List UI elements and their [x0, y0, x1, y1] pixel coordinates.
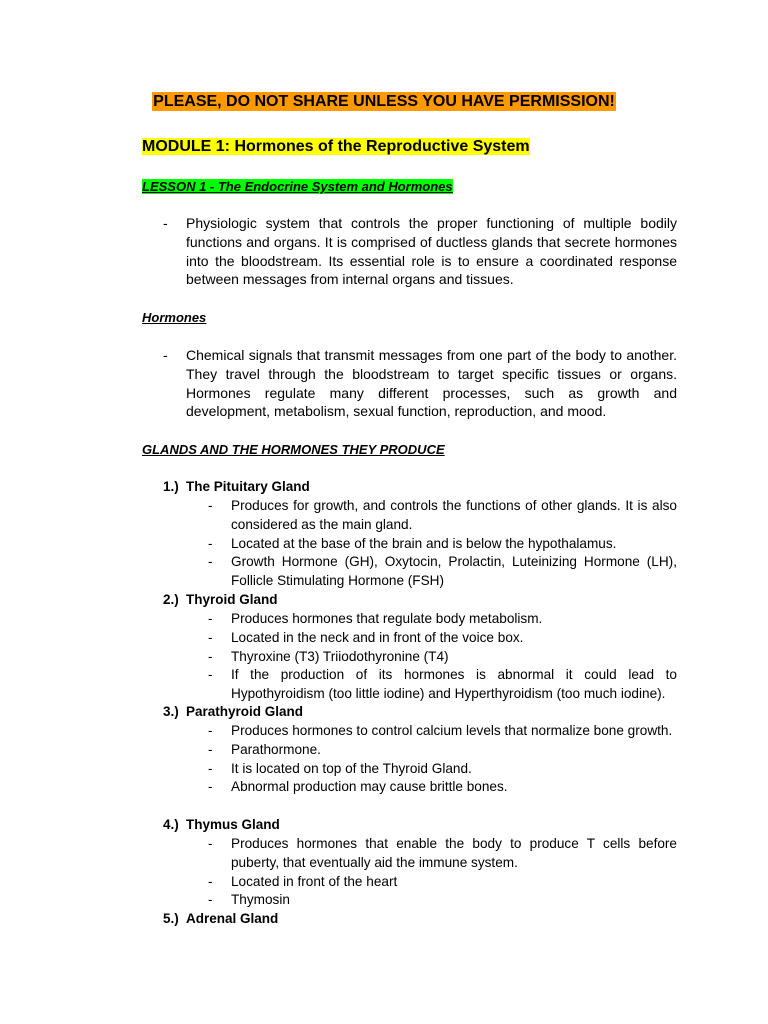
bullet-dash: -: [163, 215, 168, 231]
gland-name: Thyroid Gland: [186, 592, 278, 607]
list-item: [208, 741, 677, 760]
list-item-text: Located at the base of the brain and is below the hypothalamus.: [231, 535, 617, 551]
gland-title-thymus: [163, 817, 280, 832]
bullet-dash: -: [208, 535, 213, 551]
intro-bullet: [163, 214, 677, 289]
pituitary-list: [208, 497, 677, 591]
bullet-dash: -: [208, 836, 213, 851]
bullet-dash: -: [208, 741, 213, 757]
bullet-dash: -: [208, 760, 213, 776]
gland-number: 1.): [163, 479, 179, 494]
gland-number: 5.): [163, 911, 179, 926]
bullet-dash: -: [208, 554, 213, 570]
gland-name: Parathyroid Gland: [186, 704, 304, 719]
module-title-text: MODULE 1: Hormones of the Reproductive System: [142, 138, 530, 155]
bullet-dash: -: [163, 347, 168, 363]
bullet-dash: -: [208, 611, 213, 626]
list-item-text: Thyroxine (T3) Triiodothyronine (T4): [231, 648, 449, 664]
bullet-dash: -: [208, 629, 213, 645]
list-item-text: Abnormal production may cause brittle bones.: [231, 779, 508, 795]
list-item-text: Produces hormones that enable the body to produce T cells before puberty, that eventually aid the immune system.: [231, 836, 677, 870]
list-item-text: Parathormone.: [231, 741, 321, 757]
hormones-bullet: [163, 346, 677, 421]
list-item-text: Located in front of the heart: [231, 873, 398, 889]
list-item: [208, 835, 677, 873]
intro-bullet-text: Physiologic system that controls the proper functioning of multiple bodily functions and organs. It is comprised of ductless glands that secrete hormones into the bloodstream. Its essential role is to ensure a coordinated response between messages from internal organs and tissues.: [186, 215, 677, 288]
lesson-title-text: LESSON 1 - The Endocrine System and Hormones: [142, 179, 453, 194]
bullet-dash: -: [208, 648, 213, 664]
bullet-dash: -: [208, 723, 213, 738]
list-item: [208, 666, 677, 704]
list-item-text: Growth Hormone (GH), Oxytocin, Prolactin, Luteinizing Hormone (LH), Follicle Stimulating Hormone (FSH): [231, 554, 677, 589]
list-item: [208, 722, 677, 741]
list-item: [208, 535, 677, 554]
gland-number: 3.): [163, 704, 179, 719]
lesson-title: [142, 178, 453, 196]
list-item: [208, 629, 677, 648]
list-item: [208, 497, 677, 535]
permission-warning-text: PLEASE, DO NOT SHARE UNLESS YOU HAVE PERMISSION!: [153, 93, 615, 110]
list-item: [208, 873, 677, 892]
bullet-dash: -: [208, 873, 213, 889]
bullet-dash: -: [208, 667, 213, 683]
gland-number: 4.): [163, 817, 179, 832]
module-title: [142, 138, 530, 156]
thyroid-list: [208, 610, 677, 704]
gland-name: Thymus Gland: [186, 817, 280, 832]
bullet-dash: -: [208, 779, 213, 795]
list-item-text: Thymosin: [231, 892, 290, 908]
list-item: [208, 610, 677, 629]
list-item: [208, 760, 677, 779]
list-item: [208, 778, 677, 797]
permission-warning: [0, 93, 768, 111]
glands-heading: GLANDS AND THE HORMONES THEY PRODUCE: [142, 442, 445, 457]
gland-title-parathyroid: [163, 704, 303, 719]
list-item-text: It is located on top of the Thyroid Gland.: [231, 760, 472, 776]
list-item-text: Produces for growth, and controls the functions of other glands. It is also considered as the main gland.: [231, 498, 677, 532]
bullet-dash: -: [208, 498, 213, 513]
hormones-heading: Hormones: [142, 310, 207, 325]
list-item: [208, 891, 677, 910]
list-item-text: Located in the neck and in front of the voice box.: [231, 629, 524, 645]
thymus-list: [208, 835, 677, 910]
gland-name: Adrenal Gland: [186, 911, 279, 926]
gland-name: The Pituitary Gland: [186, 479, 310, 494]
bullet-dash: -: [208, 892, 213, 908]
hormones-bullet-text: Chemical signals that transmit messages from one part of the body to another. They travel through the bloodstream to target specific tissues or organs. Hormones regulate many different processes, such as growth and development, metabolism, sexual function, reproduction, and mood.: [186, 347, 677, 420]
gland-title-pituitary: [163, 479, 310, 494]
list-item: [208, 648, 677, 667]
list-item-text: If the production of its hormones is abnormal it could lead to Hypothyroidism (too little iodine) and Hyperthyroidism (too much iodine).: [231, 667, 677, 702]
gland-number: 2.): [163, 592, 179, 607]
parathyroid-list: [208, 722, 677, 797]
gland-title-thyroid: [163, 592, 278, 607]
gland-title-adrenal: [163, 911, 278, 926]
list-item-text: Produces hormones to control calcium levels that normalize bone growth.: [231, 723, 673, 738]
list-item: [208, 553, 677, 591]
list-item-text: Produces hormones that regulate body metabolism.: [231, 611, 543, 626]
